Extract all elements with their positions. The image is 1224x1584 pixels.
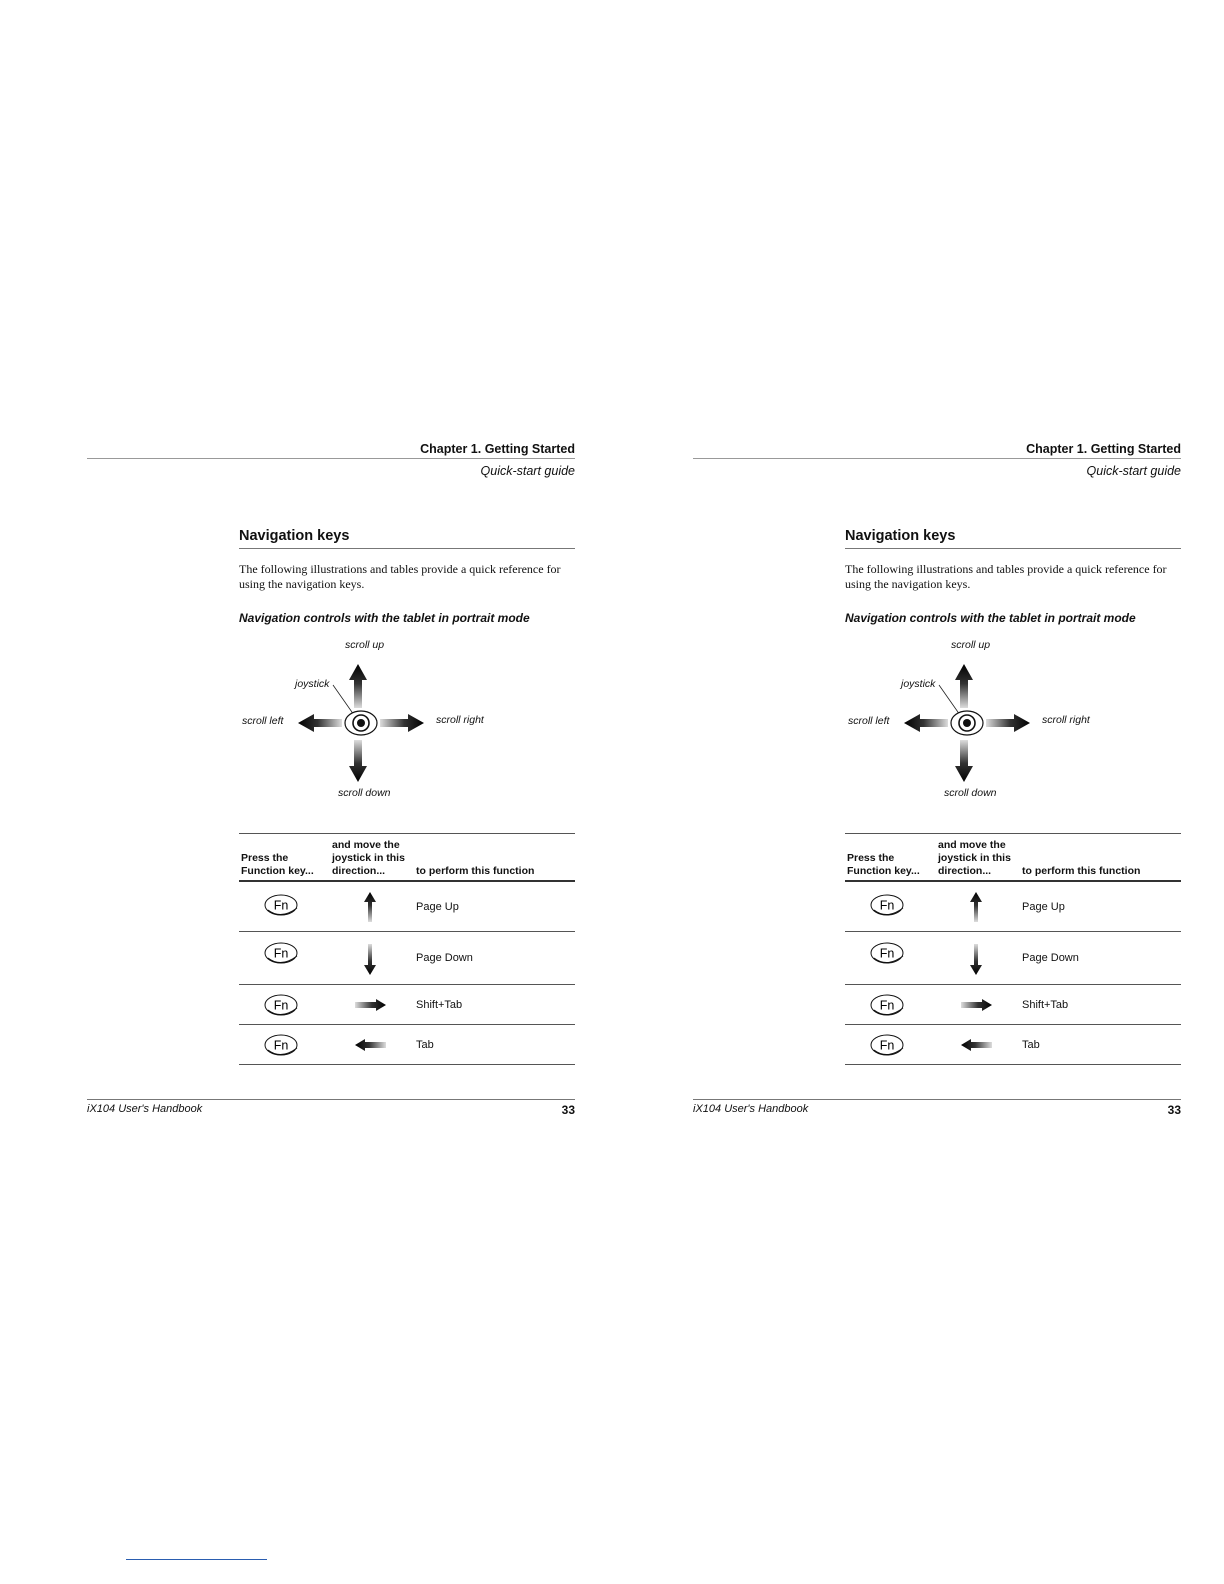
table-row-rule <box>845 984 1181 985</box>
arrow-right-icon <box>960 997 993 1013</box>
function-page-up: Page Up <box>1022 901 1065 913</box>
fn-key-icon <box>264 942 300 966</box>
fn-key-icon <box>264 994 300 1018</box>
section-title: Quick-start guide <box>480 464 575 478</box>
fn-key-icon <box>870 894 906 918</box>
table-row-rule <box>239 1024 575 1025</box>
arrow-down-icon <box>362 943 378 976</box>
footer-rule <box>87 1099 575 1100</box>
table-header-rule <box>845 880 1181 882</box>
footer-title: iX104 User's Handbook <box>87 1103 203 1115</box>
table-bottom-rule <box>239 1064 575 1065</box>
bottom-link-line <box>126 1559 267 1560</box>
function-page-down: Page Down <box>416 952 473 964</box>
chapter-title: Chapter 1. Getting Started <box>420 442 575 456</box>
col-header-function: to perform this function <box>1022 865 1141 877</box>
arrow-left-icon <box>960 1037 993 1053</box>
col-header-direction <box>938 839 1011 878</box>
col-header-direction <box>332 839 405 878</box>
label-scroll-left: scroll left <box>242 715 284 727</box>
col-header-line: Press the <box>847 852 895 864</box>
table-bottom-rule <box>845 1064 1181 1065</box>
function-shift-tab: Shift+Tab <box>1022 999 1069 1011</box>
col-header-line: Function key... <box>847 865 920 877</box>
label-joystick: joystick <box>901 678 936 690</box>
fn-key-label: Fn <box>273 998 289 1013</box>
col-header-line: and move the <box>938 839 1006 851</box>
label-scroll-right: scroll right <box>1042 714 1090 726</box>
fn-key-label: Fn <box>879 898 895 913</box>
footer-title: iX104 User's Handbook <box>693 1103 809 1115</box>
col-header-line: and move the <box>332 839 400 851</box>
arrow-right-icon <box>986 714 1030 732</box>
function-tab: Tab <box>416 1039 434 1051</box>
subheading: Navigation controls with the tablet in portrait mode <box>239 611 530 625</box>
label-joystick: joystick <box>295 678 330 690</box>
page-number: 33 <box>561 1103 575 1117</box>
joystick-diagram <box>290 660 430 785</box>
label-scroll-down: scroll down <box>338 787 391 799</box>
heading-navigation-keys: Navigation keys <box>239 528 350 544</box>
col-header-function-key <box>241 852 314 878</box>
col-header-line: direction... <box>332 865 386 877</box>
arrow-down-icon <box>349 740 367 782</box>
function-page-up: Page Up <box>416 901 459 913</box>
arrow-right-icon <box>380 714 424 732</box>
intro-paragraph <box>239 562 575 592</box>
table-top-rule <box>845 833 1181 834</box>
fn-key-icon <box>870 1034 906 1058</box>
joystick-pointer <box>333 685 354 715</box>
fn-key-label: Fn <box>273 946 289 961</box>
arrow-left-icon <box>298 714 342 732</box>
joystick-pointer <box>939 685 960 715</box>
col-header-function: to perform this function <box>416 865 535 877</box>
intro-line: using the navigation keys. <box>239 577 365 591</box>
col-header-line: Press the <box>241 852 289 864</box>
function-tab: Tab <box>1022 1039 1040 1051</box>
label-scroll-left: scroll left <box>848 715 890 727</box>
fn-key-label: Fn <box>879 1038 895 1053</box>
table-row-rule <box>845 931 1181 932</box>
function-shift-tab: Shift+Tab <box>416 999 463 1011</box>
table-row-rule <box>239 984 575 985</box>
fn-key-icon <box>870 994 906 1018</box>
intro-line: The following illustrations and tables provide a quick reference for <box>845 562 1167 576</box>
page-number: 33 <box>1167 1103 1181 1117</box>
header-rule <box>87 458 575 459</box>
arrow-down-icon <box>955 740 973 782</box>
table-row-rule <box>845 1024 1181 1025</box>
fn-key-label: Fn <box>273 1038 289 1053</box>
section-title: Quick-start guide <box>1086 464 1181 478</box>
joystick-diagram <box>896 660 1036 785</box>
label-scroll-up: scroll up <box>345 639 385 651</box>
table-header-rule <box>239 880 575 882</box>
label-scroll-up: scroll up <box>951 639 991 651</box>
col-header-line: joystick in this <box>332 852 405 864</box>
footer-rule <box>693 1099 1181 1100</box>
fn-key-icon <box>264 1034 300 1058</box>
joystick-icon <box>951 711 983 735</box>
arrow-up-icon <box>968 891 984 923</box>
col-header-function-key <box>847 852 920 878</box>
fn-key-label: Fn <box>879 946 895 961</box>
col-header-line: direction... <box>938 865 992 877</box>
label-scroll-right: scroll right <box>436 714 484 726</box>
chapter-title: Chapter 1. Getting Started <box>1026 442 1181 456</box>
fn-key-icon <box>870 942 906 966</box>
subheading: Navigation controls with the tablet in portrait mode <box>845 611 1136 625</box>
arrow-left-icon <box>354 1037 387 1053</box>
col-header-line: joystick in this <box>938 852 1011 864</box>
col-header-line: Function key... <box>241 865 314 877</box>
arrow-up-icon <box>955 664 973 708</box>
table-top-rule <box>239 833 575 834</box>
intro-line: The following illustrations and tables provide a quick reference for <box>239 562 561 576</box>
arrow-up-icon <box>362 891 378 923</box>
function-page-down: Page Down <box>1022 952 1079 964</box>
heading-navigation-keys: Navigation keys <box>845 528 956 544</box>
fn-key-label: Fn <box>273 898 289 913</box>
arrow-down-icon <box>968 943 984 976</box>
joystick-icon <box>345 711 377 735</box>
table-row-rule <box>239 931 575 932</box>
arrow-left-icon <box>904 714 948 732</box>
arrow-up-icon <box>349 664 367 708</box>
page-right <box>606 0 1206 1584</box>
heading-rule <box>239 548 575 549</box>
intro-line: using the navigation keys. <box>845 577 971 591</box>
fn-key-icon <box>264 894 300 918</box>
arrow-right-icon <box>354 997 387 1013</box>
fn-key-label: Fn <box>879 998 895 1013</box>
label-scroll-down: scroll down <box>944 787 997 799</box>
heading-rule <box>845 548 1181 549</box>
page-left <box>0 0 600 1584</box>
header-rule <box>693 458 1181 459</box>
intro-paragraph <box>845 562 1181 592</box>
